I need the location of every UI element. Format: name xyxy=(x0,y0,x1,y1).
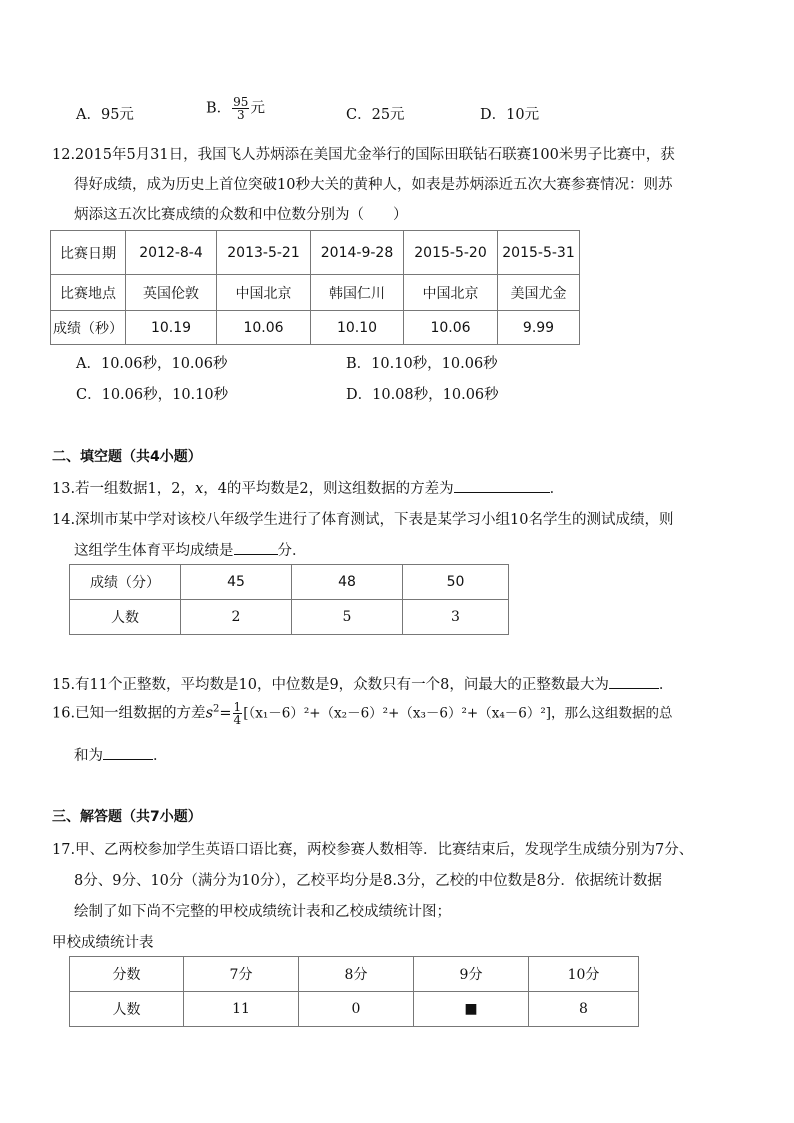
q13-prefix: 13.若一组数据1，2， xyxy=(52,481,196,497)
q12-option-c: C．10.06秒，10.10秒 xyxy=(76,387,229,403)
q14-cell: 2 xyxy=(181,600,292,635)
q14-table-row-score xyxy=(70,565,509,600)
q14-line-2-prefix: 这组学生体育平均成绩是 xyxy=(74,543,234,559)
q13-suffix: ，4的平均数是2，则这组数据的方差为 xyxy=(203,481,454,497)
q17-cell: 11 xyxy=(184,992,299,1027)
q13-variable: x xyxy=(195,481,204,497)
q14-cell: 5 xyxy=(292,600,403,635)
q14-table-row-count xyxy=(70,600,509,635)
q11-option-b-unit: 元 xyxy=(250,100,265,117)
q14-line-2-suffix: 分． xyxy=(277,543,307,559)
q14-table xyxy=(69,564,509,635)
q11-option-b-numerator: 95 xyxy=(233,95,249,109)
q11-option-b-fraction xyxy=(232,96,249,121)
q12-table-row-date xyxy=(51,231,580,275)
q15-end: ． xyxy=(658,677,674,693)
q17-table-row-count xyxy=(70,992,639,1027)
q12-cell: 10.10 xyxy=(311,311,404,345)
q16-fraction xyxy=(233,701,243,726)
q17-cell: 10分 xyxy=(529,957,639,992)
q12-cell: 2015-5-20 xyxy=(404,231,498,275)
q12-table xyxy=(50,230,580,345)
q17-cell: 8 xyxy=(529,992,639,1027)
q14-cell-header-score: 成绩（分） xyxy=(70,565,181,600)
q17-table xyxy=(69,956,639,1027)
q11-option-c: C．25元 xyxy=(346,107,405,123)
q17-cell: 0 xyxy=(299,992,414,1027)
q17-table-caption: 甲校成绩统计表 xyxy=(52,935,154,951)
q17-line-1: 17.甲、乙两校参加学生英语口语比赛，两校参赛人数相等．比赛结束后，发现学生成绩分别为7分、 xyxy=(52,842,694,858)
q12-cell: 英国伦敦 xyxy=(126,275,217,311)
q14-cell-header-count: 人数 xyxy=(70,600,181,635)
q17-table-row-score xyxy=(70,957,639,992)
q11-option-b xyxy=(206,96,265,121)
q17-cell-header-count: 人数 xyxy=(70,992,184,1027)
q14-cell: 3 xyxy=(403,600,509,635)
q12-cell: 中国北京 xyxy=(217,275,311,311)
q16-formula: [（x₁－6）²+（x₂－6）²+（x₃－6）²+（x₄－6）²]，那么这组数据的总 xyxy=(243,705,673,722)
section-3-title: 三、解答题（共7小题） xyxy=(52,809,202,825)
q15-answer-blank[interactable] xyxy=(609,674,659,689)
q12-table-row-location xyxy=(51,275,580,311)
q13-end: ． xyxy=(549,481,565,497)
q12-cell: 2015-5-31 xyxy=(498,231,580,275)
q14-cell: 50 xyxy=(403,565,509,600)
q16-fraction-denominator: 4 xyxy=(233,713,242,727)
q17-cell-hidden-value: ■ xyxy=(414,992,529,1027)
q11-option-b-denominator: 3 xyxy=(236,108,245,122)
q16-line-1 xyxy=(52,701,673,726)
q12-option-d: D．10.08秒，10.06秒 xyxy=(346,387,499,403)
q17-line-3: 绘制了如下尚不完整的甲校成绩统计表和乙校成绩统计图； xyxy=(74,904,451,920)
q11-option-d: D．10元 xyxy=(480,107,540,123)
q16-line-2 xyxy=(74,744,168,765)
q15-body: 15.有11个正整数，平均数是10，中位数是9，众数只有一个8，问最大的正整数最大为 xyxy=(52,677,609,693)
q12-cell: 10.06 xyxy=(404,311,498,345)
q12-cell-header-result: 成绩（秒） xyxy=(51,311,126,345)
q12-cell-header-date: 比赛日期 xyxy=(51,231,126,275)
q14-cell: 48 xyxy=(292,565,403,600)
q16-prefix: 16.已知一组数据的方差 xyxy=(52,705,206,722)
q11-option-b-label: B． xyxy=(206,100,232,117)
q14-line-1: 14.深圳市某中学对该校八年级学生进行了体育测试，下表是某学习小组10名学生的测试成绩，则 xyxy=(52,512,674,528)
q12-line-1: 12.2015年5月31日，我国飞人苏炳添在美国尤金举行的国际田联钻石联赛100米男子比赛中，获 xyxy=(52,147,675,163)
q13-answer-blank[interactable] xyxy=(454,478,550,493)
q14-answer-blank[interactable] xyxy=(234,540,278,555)
q12-cell: 2014-9-28 xyxy=(311,231,404,275)
q11-option-a: A．95元 xyxy=(76,107,134,123)
q12-option-a: A．10.06秒，10.06秒 xyxy=(76,356,228,372)
q17-line-2: 8分、9分、10分（满分为10分），乙校平均分是8.3分，乙校的中位数是8分．依据统计数据 xyxy=(74,873,662,889)
q12-cell: 10.06 xyxy=(217,311,311,345)
q17-cell: 8分 xyxy=(299,957,414,992)
q14-line-2 xyxy=(74,539,307,560)
q12-line-2: 得好成绩，成为历史上首位突破10秒大关的黄种人，如表是苏炳添近五次大赛参赛情况：则苏 xyxy=(74,177,673,193)
q16-line-2-prefix: 和为 xyxy=(74,748,103,764)
q12-cell: 韩国仁川 xyxy=(311,275,404,311)
q16-equals: = xyxy=(219,705,232,722)
section-2-title: 二、填空题（共4小题） xyxy=(52,449,202,465)
q12-line-3: 炳添这五次比赛成绩的众数和中位数分别为（ ） xyxy=(74,207,408,223)
q12-cell: 2013-5-21 xyxy=(217,231,311,275)
q16-end: ． xyxy=(153,748,168,764)
q16-superscript: 2 xyxy=(213,703,220,715)
q14-cell: 45 xyxy=(181,565,292,600)
q15-text xyxy=(52,673,673,694)
q16-answer-blank[interactable] xyxy=(103,745,153,760)
q17-cell-header-score: 分数 xyxy=(70,957,184,992)
q12-cell: 9.99 xyxy=(498,311,580,345)
q12-table-row-result xyxy=(51,311,580,345)
q12-option-b: B．10.10秒，10.06秒 xyxy=(346,356,498,372)
q12-cell: 10.19 xyxy=(126,311,217,345)
q17-cell: 7分 xyxy=(184,957,299,992)
q12-cell: 美国尤金 xyxy=(498,275,580,311)
q13-text xyxy=(52,477,564,498)
q12-cell-header-location: 比赛地点 xyxy=(51,275,126,311)
q16-variance-symbol: s xyxy=(205,705,214,722)
q12-cell: 中国北京 xyxy=(404,275,498,311)
q16-fraction-numerator: 1 xyxy=(233,700,242,714)
q12-cell: 2012-8-4 xyxy=(126,231,217,275)
q17-cell: 9分 xyxy=(414,957,529,992)
